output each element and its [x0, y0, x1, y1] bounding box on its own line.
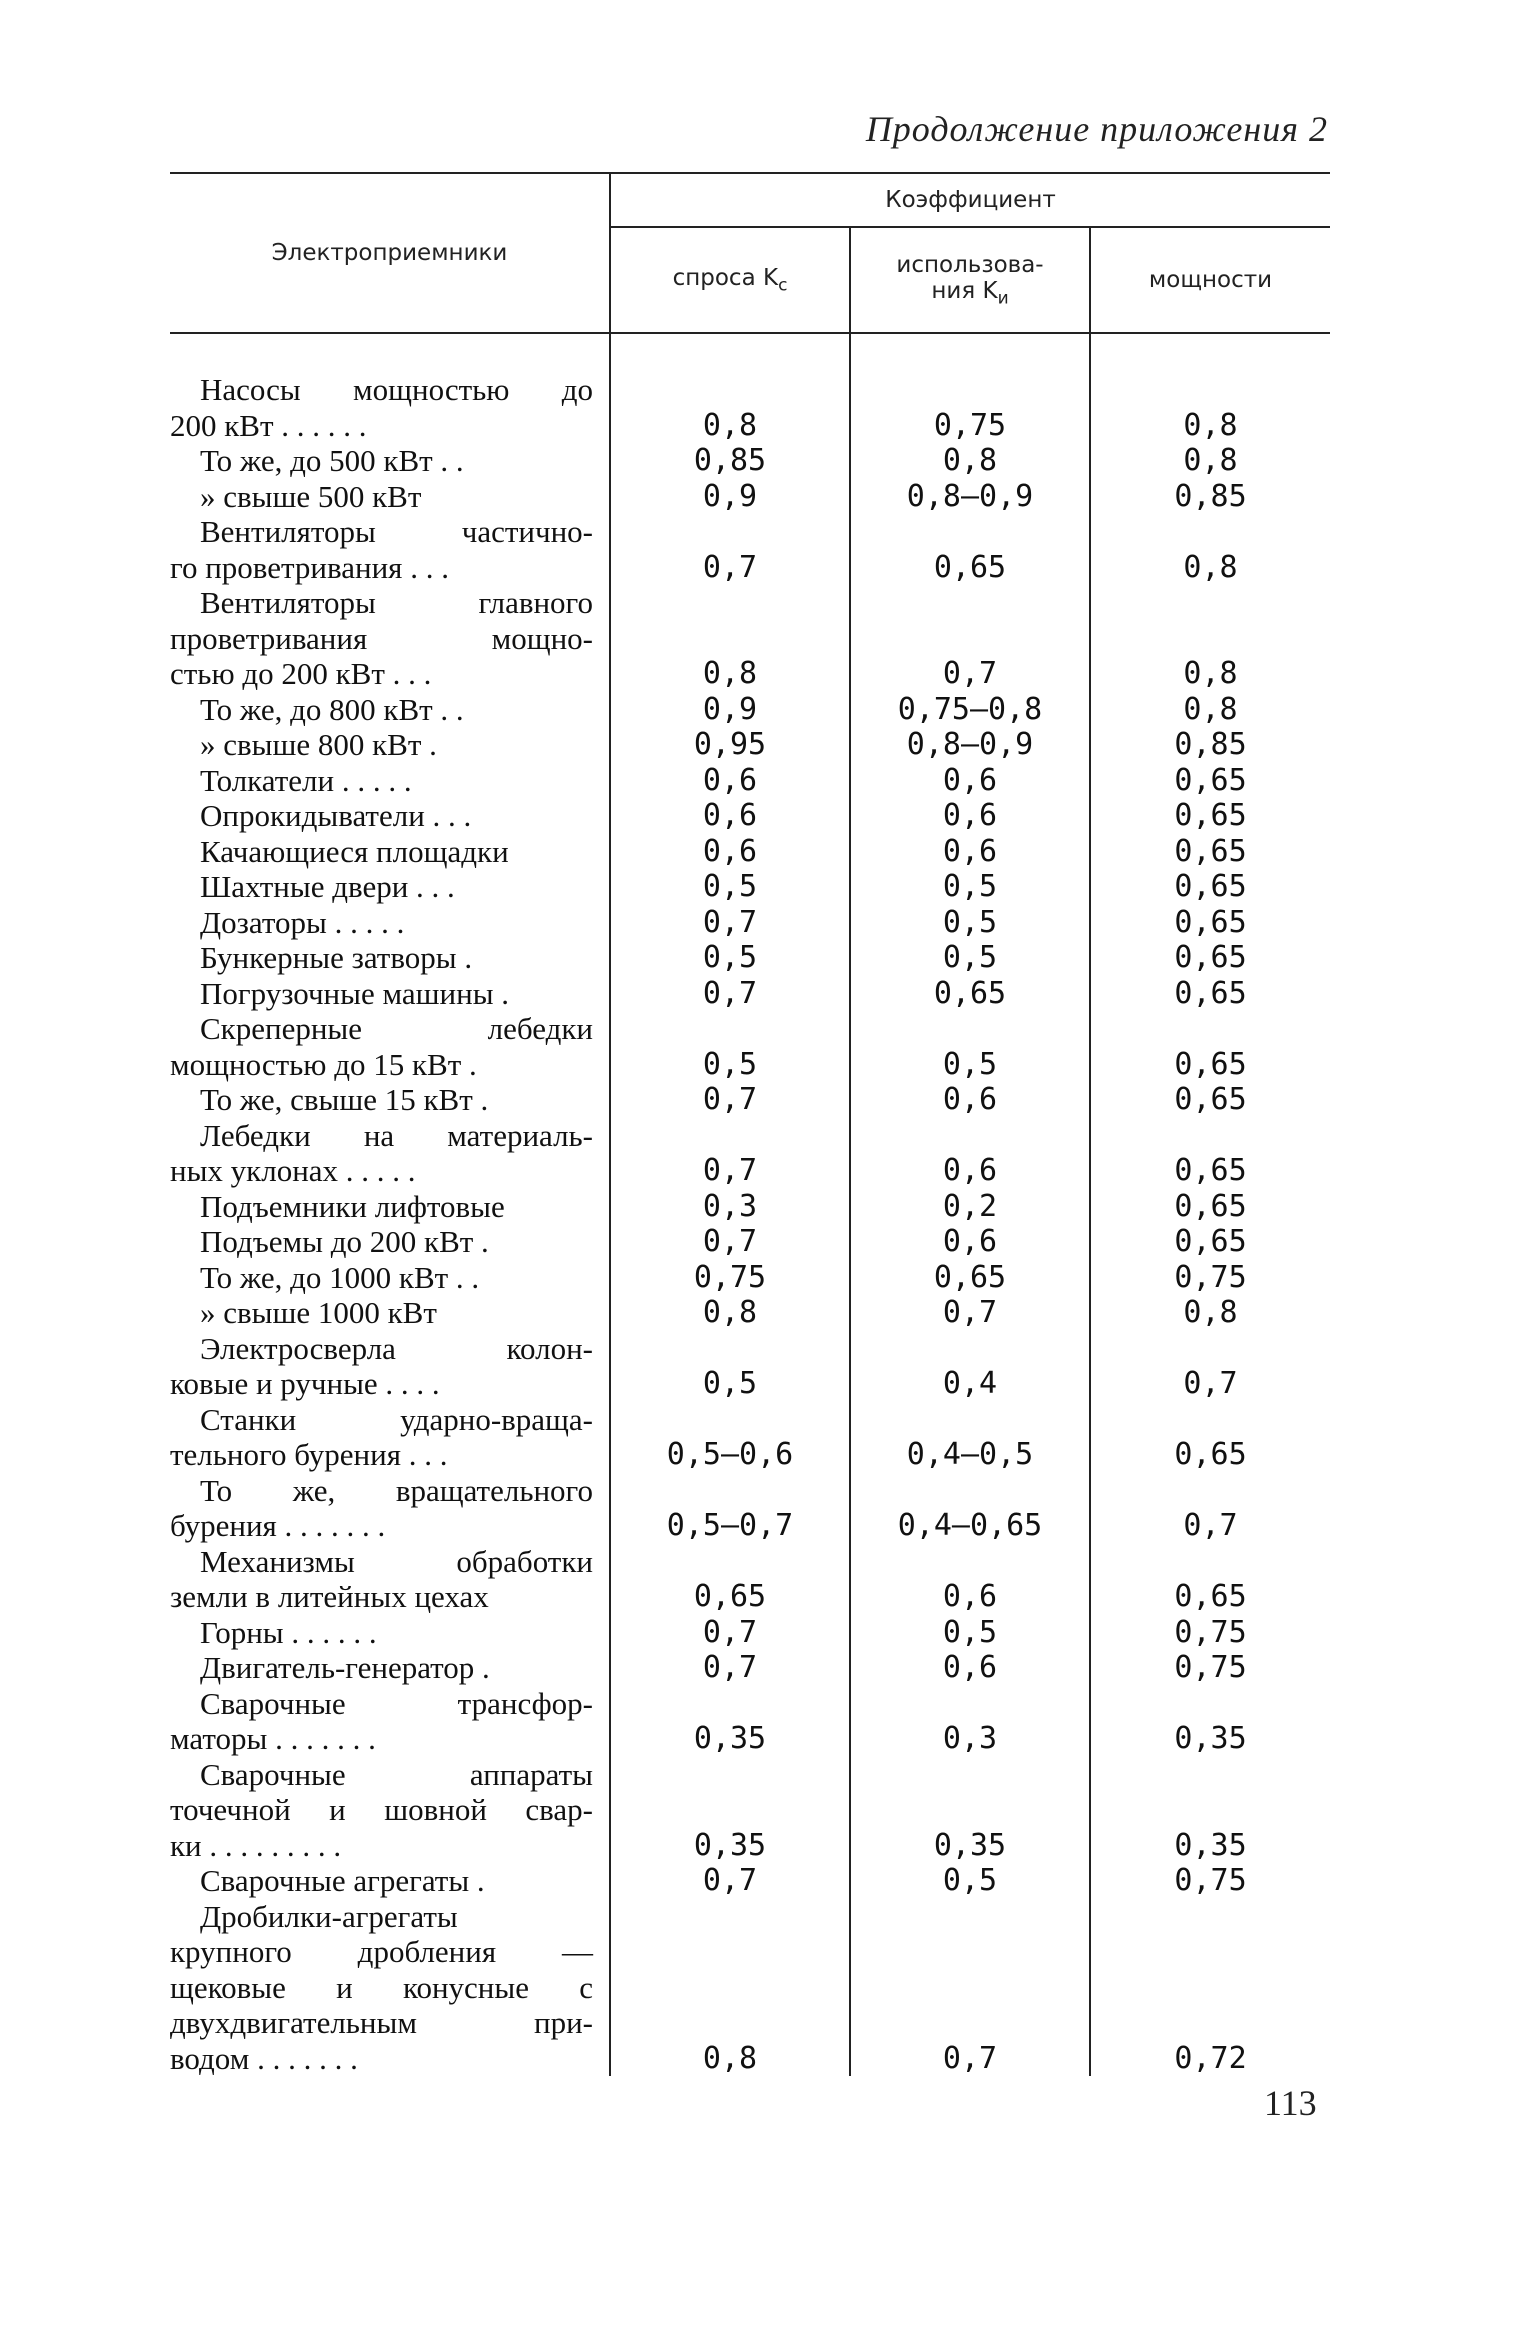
- receiver-name: [170, 1899, 610, 2077]
- table-row: [170, 976, 1330, 1012]
- demand-value: 0,7: [610, 1082, 850, 1118]
- table-row: [170, 1402, 1330, 1473]
- usage-value: 0,8—0,9: [850, 479, 1090, 515]
- usage-value: 0,6: [850, 834, 1090, 870]
- receiver-name: [170, 585, 610, 692]
- receiver-name: [170, 940, 610, 976]
- receiver-name: [170, 1544, 610, 1615]
- usage-value: 0,35: [850, 1757, 1090, 1864]
- usage-value: 0,7: [850, 1899, 1090, 2077]
- receiver-name: [170, 372, 610, 443]
- header-receivers: Электроприемники: [170, 173, 610, 333]
- receiver-name-line: ки . . . . . . . . .: [170, 1827, 342, 1863]
- demand-value: 0,5: [610, 869, 850, 905]
- receiver-name: [170, 727, 610, 763]
- demand-value: 0,95: [610, 727, 850, 763]
- receiver-name: [170, 692, 610, 728]
- power-value: 0,7: [1183, 1508, 1238, 1543]
- receiver-name-line: Горны . . . . . .: [200, 1614, 377, 1650]
- usage-value: 0,6: [850, 798, 1090, 834]
- usage-value: 0,65: [850, 1260, 1090, 1296]
- table-row: [170, 1011, 1330, 1082]
- page-number: 113: [1264, 2083, 1317, 2123]
- table-row: [170, 1331, 1330, 1402]
- usage-value: 0,65: [850, 514, 1090, 585]
- receiver-name-line: Шахтные двери . . .: [200, 869, 455, 904]
- table-row: [170, 692, 1330, 728]
- power-value: 0,8: [1183, 1295, 1238, 1330]
- demand-value: 0,5: [610, 1011, 850, 1082]
- receiver-name-line: Подъемники лифтовые: [200, 1188, 505, 1224]
- receiver-name: [170, 1863, 610, 1899]
- usage-value: 0,5: [850, 869, 1090, 905]
- table-row: [170, 1615, 1330, 1651]
- demand-value: 0,6: [610, 798, 850, 834]
- receiver-name-line: Погрузочные машины .: [200, 975, 510, 1011]
- power-value: 0,75: [1174, 1614, 1247, 1650]
- receiver-name: [170, 1331, 610, 1402]
- power-value: 0,75: [1174, 1259, 1247, 1295]
- receiver-name-line: бурения . . . . . . .: [170, 1508, 386, 1543]
- usage-value: 0,7: [850, 1295, 1090, 1331]
- receiver-name-line: Скреперные лебедки: [200, 1011, 593, 1046]
- power-value: 0,8: [1183, 443, 1238, 478]
- table-row: [170, 1224, 1330, 1260]
- receiver-name-line: » свыше 500 кВт: [200, 478, 422, 514]
- power-value: 0,65: [1174, 1437, 1247, 1472]
- receiver-name-line: го проветривания . . .: [170, 549, 449, 585]
- receiver-name: [170, 834, 610, 870]
- receiver-name-line: стью до 200 кВт . . .: [170, 656, 432, 691]
- receiver-name-line: точечной и шовной свар-: [170, 1792, 593, 1827]
- continuation-caption: Продолжение приложения 2: [865, 109, 1328, 149]
- usage-value: 0,75: [850, 372, 1090, 443]
- usage-value: 0,7: [850, 585, 1090, 692]
- power-value: 0,65: [1174, 869, 1247, 904]
- receiver-name-line: То же, свыше 15 кВт .: [200, 1082, 489, 1117]
- receiver-name: [170, 1295, 610, 1331]
- demand-value: 0,8: [610, 1295, 850, 1331]
- demand-value: 0,5—0,7: [610, 1473, 850, 1544]
- table-row: [170, 763, 1330, 799]
- receiver-name: [170, 1082, 610, 1118]
- table-row: [170, 1544, 1330, 1615]
- demand-value: 0,7: [610, 905, 850, 941]
- demand-value: 0,8: [610, 1899, 850, 2077]
- demand-value: 0,65: [610, 1544, 850, 1615]
- receiver-name-line: Станки ударно-враща-: [200, 1401, 593, 1437]
- receiver-name: [170, 1757, 610, 1864]
- table-row: [170, 479, 1330, 515]
- receiver-name-line: То же, вращательного: [200, 1472, 593, 1508]
- header-usage: использова- ния $K_и$: [850, 227, 1090, 333]
- receiver-name: [170, 1224, 610, 1260]
- usage-value: 0,75—0,8: [850, 692, 1090, 728]
- table-row: [170, 1189, 1330, 1225]
- usage-value: 0,6: [850, 1082, 1090, 1118]
- demand-value: 0,9: [610, 692, 850, 728]
- table-row: [170, 905, 1330, 941]
- table-row: [170, 1082, 1330, 1118]
- receiver-name-line: Бункерные затворы .: [200, 940, 473, 975]
- power-value: 0,65: [1174, 798, 1247, 833]
- header-demand: спроса $K_с$: [610, 227, 850, 333]
- demand-value: 0,5—0,6: [610, 1402, 850, 1473]
- receiver-name: [170, 443, 610, 479]
- receiver-name-line: Подъемы до 200 кВт .: [200, 1224, 489, 1259]
- receiver-name-line: проветривания мощно-: [170, 620, 593, 656]
- receiver-name-line: Дробилки-агрегаты: [200, 1898, 458, 1934]
- usage-value: 0,6: [850, 1650, 1090, 1686]
- usage-value: 0,5: [850, 1011, 1090, 1082]
- demand-value: 0,75: [610, 1260, 850, 1296]
- power-value: 0,8: [1183, 656, 1238, 691]
- power-value: 0,65: [1174, 1224, 1247, 1259]
- power-value: 0,65: [1174, 833, 1247, 869]
- demand-value: 0,7: [610, 514, 850, 585]
- receiver-name-line: То же, до 1000 кВт . .: [200, 1259, 480, 1295]
- demand-value: 0,35: [610, 1757, 850, 1864]
- usage-value: 0,5: [850, 940, 1090, 976]
- power-value: 0,35: [1174, 1721, 1247, 1756]
- receiver-name: [170, 798, 610, 834]
- receiver-name: [170, 763, 610, 799]
- receiver-name-line: Сварочные трансфор-: [200, 1685, 593, 1721]
- demand-value: 0,7: [610, 1224, 850, 1260]
- usage-value: 0,6: [850, 763, 1090, 799]
- demand-value: 0,3: [610, 1189, 850, 1225]
- power-value: 0,8: [1183, 549, 1238, 585]
- table-row: [170, 1686, 1330, 1757]
- receiver-name-line: крупного дробления —: [170, 1934, 593, 1969]
- power-value: 0,35: [1174, 1827, 1247, 1863]
- power-value: 0,65: [1174, 1579, 1247, 1614]
- demand-value: 0,7: [610, 1863, 850, 1899]
- table-row: [170, 727, 1330, 763]
- power-value: 0,8: [1183, 691, 1238, 727]
- usage-value: 0,65: [850, 976, 1090, 1012]
- table-row: [170, 1863, 1330, 1899]
- receiver-name-line: Двигатель-генератор .: [200, 1650, 490, 1685]
- receiver-name: [170, 1118, 610, 1189]
- demand-value: 0,7: [610, 1615, 850, 1651]
- receiver-name-line: Сварочные аппараты: [200, 1756, 593, 1792]
- power-value: 0,8: [1183, 407, 1238, 443]
- receiver-name-line: Опрокидыватели . . .: [200, 798, 472, 833]
- receiver-name: [170, 1650, 610, 1686]
- table-row: [170, 1899, 1330, 2077]
- power-value: 0,65: [1174, 1188, 1247, 1224]
- receiver-name-line: То же, до 500 кВт . .: [200, 443, 464, 478]
- receiver-name-line: Толкатели . . . . .: [200, 762, 412, 798]
- receiver-name-line: земли в литейных цехах: [170, 1579, 489, 1614]
- table-row: [170, 940, 1330, 976]
- receiver-name: [170, 1615, 610, 1651]
- receiver-name: [170, 1402, 610, 1473]
- demand-value: 0,8: [610, 585, 850, 692]
- usage-value: 0,4: [850, 1331, 1090, 1402]
- receiver-name-line: Насосы мощностью до: [200, 372, 593, 407]
- receiver-name: [170, 479, 610, 515]
- usage-value: 0,2: [850, 1189, 1090, 1225]
- table-row: [170, 372, 1330, 443]
- power-value: 0,65: [1174, 940, 1247, 975]
- table-row: [170, 834, 1330, 870]
- table-row: [170, 1260, 1330, 1296]
- demand-value: 0,85: [610, 443, 850, 479]
- demand-value: 0,5: [610, 1331, 850, 1402]
- usage-value: 0,8—0,9: [850, 727, 1090, 763]
- power-value: 0,65: [1174, 1082, 1247, 1117]
- table-row: [170, 443, 1330, 479]
- demand-value: 0,6: [610, 763, 850, 799]
- header-coefficient-group: Коэффициент: [610, 173, 1330, 227]
- table-body: [170, 333, 1330, 2076]
- receiver-name: [170, 976, 610, 1012]
- demand-value: 0,8: [610, 372, 850, 443]
- table-row: [170, 1295, 1330, 1331]
- demand-value: 0,5: [610, 940, 850, 976]
- receiver-name-line: Вентиляторы главного: [200, 585, 593, 620]
- receiver-name-line: Качающиеся площадки: [200, 833, 509, 869]
- usage-value: 0,3: [850, 1686, 1090, 1757]
- receiver-name-line: тельного бурения . . .: [170, 1437, 448, 1472]
- receiver-name: [170, 1473, 610, 1544]
- receiver-name: [170, 1260, 610, 1296]
- power-value: 0,65: [1174, 762, 1247, 798]
- receiver-name-line: » свыше 1000 кВт: [200, 1295, 437, 1330]
- usage-value: 0,6: [850, 1118, 1090, 1189]
- receiver-name: [170, 1686, 610, 1757]
- receiver-name-line: водом . . . . . . .: [170, 2040, 358, 2076]
- usage-value: 0,5: [850, 1863, 1090, 1899]
- power-value: 0,65: [1174, 1153, 1247, 1188]
- receiver-name-line: Сварочные агрегаты .: [200, 1863, 485, 1898]
- table-row: [170, 869, 1330, 905]
- usage-value: 0,8: [850, 443, 1090, 479]
- receiver-name-line: мощностью до 15 кВт .: [170, 1046, 477, 1082]
- receiver-name-line: Механизмы обработки: [200, 1543, 593, 1579]
- table-row: [170, 514, 1330, 585]
- receiver-name-line: 200 кВт . . . . . .: [170, 407, 367, 443]
- demand-value: 0,6: [610, 834, 850, 870]
- coefficients-table: [170, 172, 1330, 2076]
- receiver-name-line: » свыше 800 кВт .: [200, 727, 437, 762]
- usage-value: 0,5: [850, 1615, 1090, 1651]
- receiver-name-line: Электросверла колон-: [200, 1330, 593, 1366]
- receiver-name-line: Дозаторы . . . . .: [200, 904, 405, 940]
- power-value: 0,7: [1183, 1366, 1238, 1401]
- usage-value: 0,4—0,5: [850, 1402, 1090, 1473]
- receiver-name: [170, 1011, 610, 1082]
- power-value: 0,85: [1174, 478, 1247, 514]
- power-value: 0,72: [1174, 2040, 1247, 2076]
- demand-value: 0,7: [610, 976, 850, 1012]
- receiver-name-line: маторы . . . . . . .: [170, 1721, 376, 1756]
- usage-value: 0,6: [850, 1544, 1090, 1615]
- demand-value: 0,7: [610, 1650, 850, 1686]
- table-row: [170, 798, 1330, 834]
- receiver-name: [170, 905, 610, 941]
- usage-value: 0,6: [850, 1224, 1090, 1260]
- receiver-name-line: ных уклонах . . . . .: [170, 1153, 416, 1188]
- usage-value: 0,5: [850, 905, 1090, 941]
- demand-value: 0,7: [610, 1118, 850, 1189]
- receiver-name: [170, 869, 610, 905]
- power-value: 0,65: [1174, 975, 1247, 1011]
- power-value: 0,65: [1174, 1046, 1247, 1082]
- table-row: [170, 1757, 1330, 1864]
- usage-value: 0,4—0,65: [850, 1473, 1090, 1544]
- table-row: [170, 1650, 1330, 1686]
- power-value: 0,75: [1174, 1650, 1247, 1685]
- demand-value: 0,35: [610, 1686, 850, 1757]
- receiver-name: [170, 514, 610, 585]
- table-header: [170, 173, 1330, 333]
- power-value: 0,85: [1174, 727, 1247, 762]
- table-row: [170, 1473, 1330, 1544]
- receiver-name-line: ковые и ручные . . . .: [170, 1366, 440, 1401]
- receiver-name-line: щековые и конусные с: [170, 1969, 593, 2005]
- table-row: [170, 585, 1330, 692]
- receiver-name-line: То же, до 800 кВт . .: [200, 691, 464, 727]
- power-value: 0,75: [1174, 1863, 1247, 1898]
- receiver-name: [170, 1189, 610, 1225]
- receiver-name-line: Лебедки на материаль-: [200, 1117, 593, 1153]
- receiver-name-line: Вентиляторы частично-: [200, 514, 593, 549]
- table-row: [170, 1118, 1330, 1189]
- power-value: 0,65: [1174, 904, 1247, 940]
- receiver-name-line: двухдвигательным при-: [170, 2005, 593, 2040]
- header-power: мощности: [1090, 227, 1330, 333]
- demand-value: 0,9: [610, 479, 850, 515]
